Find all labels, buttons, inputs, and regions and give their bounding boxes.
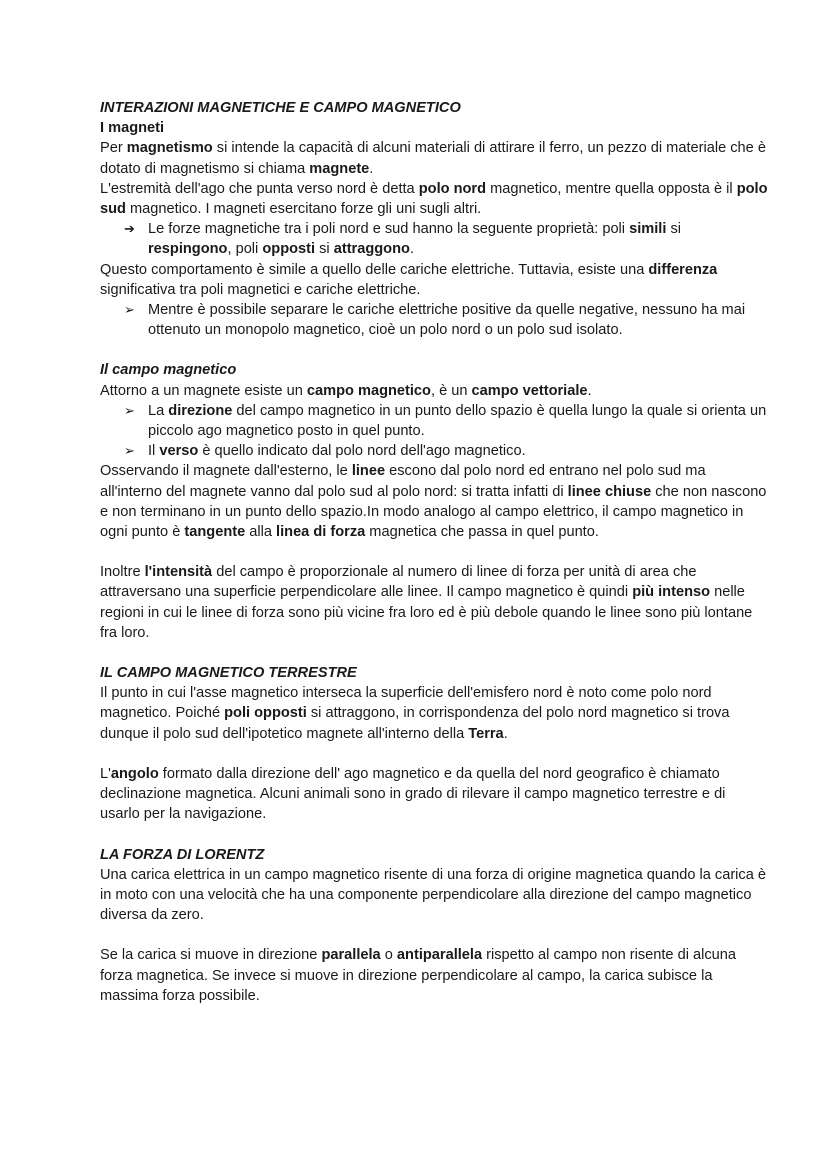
paragraph-parallela bbox=[100, 945, 768, 1006]
text-run: si attraggono, in corrispondenza del polo nord magnetico si trova dunque il polo sud dell'ipotetico magnete all'interno della bbox=[100, 705, 730, 742]
text-run: Per bbox=[100, 140, 127, 157]
text-run: , è un bbox=[430, 382, 472, 399]
paragraph-magnetismo bbox=[100, 138, 768, 178]
text-run: L' bbox=[100, 765, 111, 782]
text-run: significativa tra poli magnetici e cariche elettriche. bbox=[100, 281, 421, 298]
bold-text: polo nord bbox=[418, 180, 487, 197]
text-run: L'estremità dell'ago che punta verso nord è detta bbox=[100, 180, 419, 197]
bold-text: direzione bbox=[168, 402, 233, 419]
text-run: magnetica che passa in quel punto. bbox=[365, 524, 599, 541]
bold-text: poli opposti bbox=[224, 705, 307, 722]
paragraph-linee bbox=[100, 461, 768, 542]
text-run: nelle regioni in cui le linee di forza sono più vicine fra loro ed è più debole quando le linee sono più lontane fra loro. bbox=[100, 584, 753, 641]
bullet-monopolo bbox=[100, 300, 768, 340]
text-run: Se la carica si muove in direzione bbox=[100, 947, 322, 964]
bold-text: simili bbox=[629, 221, 667, 238]
bullet-direzione bbox=[100, 401, 768, 441]
text-run: . bbox=[587, 382, 592, 399]
paragraph-polo-nord bbox=[100, 683, 768, 744]
bullet-text bbox=[148, 443, 526, 459]
bold-text: linee chiuse bbox=[567, 483, 652, 500]
paragraph-poli bbox=[100, 179, 768, 219]
bold-text: campo vettoriale bbox=[471, 382, 588, 399]
text-run: magnetico. I magneti esercitano forze gli uni sugli altri. bbox=[125, 201, 482, 218]
bullet-verso bbox=[100, 441, 768, 461]
bold-text: magnetismo bbox=[126, 140, 213, 157]
bullet-text bbox=[148, 403, 766, 439]
text-run: . bbox=[503, 725, 508, 742]
bold-text: l'intensità bbox=[144, 564, 213, 581]
heading-campo-magnetico: Il campo magnetico bbox=[100, 362, 237, 379]
heading-campo-terrestre: IL CAMPO MAGNETICO TERRESTRE bbox=[100, 665, 357, 682]
text-run: Attorno a un magnete esiste un bbox=[100, 382, 307, 399]
paragraph-campo-vettoriale bbox=[100, 381, 768, 401]
paragraph-carica-moto bbox=[100, 865, 768, 926]
bold-text: angolo bbox=[110, 765, 159, 782]
text-run: Inoltre bbox=[100, 564, 145, 581]
text-run: escono dal polo nord ed entrano nel polo sud ma all'interno del magnete vanno dal polo sud al polo nord: si tratta infatti di bbox=[100, 463, 706, 500]
text-run: . bbox=[409, 241, 414, 258]
text-run: Questo comportamento è simile a quello delle cariche elettriche. Tuttavia, esiste una bbox=[100, 261, 649, 278]
bullet-text bbox=[148, 221, 681, 257]
bold-text: linee bbox=[351, 463, 386, 480]
subheading-i-magneti: I magneti bbox=[100, 120, 165, 137]
text-run: si bbox=[315, 241, 334, 258]
bold-text: attraggono bbox=[333, 241, 410, 258]
paragraph-differenza bbox=[100, 260, 768, 300]
text-run: formato dalla direzione dell' ago magnetico e da quella del nord geografico è chiamato declinazione magnetica. Alcuni animali sono in grado di rilevare il campo magnetico terrestre e di usarlo per la navigazione. bbox=[100, 765, 726, 823]
bold-text: opposti bbox=[262, 241, 316, 258]
text-run: del campo magnetico in un punto dello spazio è quella lungo la quale si orienta un piccolo ago magnetico posto in quel punto. bbox=[148, 402, 767, 440]
bold-text: tangente bbox=[184, 524, 246, 541]
text-run: è quello indicato dal polo nord dell'ago magnetico. bbox=[198, 443, 526, 460]
bold-text: antiparallela bbox=[396, 947, 483, 964]
text-run: Le forze magnetiche tra i poli nord e sud hanno la seguente proprietà: poli bbox=[148, 221, 630, 238]
bold-text: parallela bbox=[321, 947, 381, 964]
text-run: si bbox=[666, 221, 682, 238]
text-run: Il bbox=[148, 443, 160, 460]
bold-text: magnete bbox=[309, 160, 370, 177]
text-run: alla bbox=[245, 524, 277, 541]
text-run: Osservando il magnete dall'esterno, le bbox=[100, 463, 352, 480]
bullet-text bbox=[148, 302, 745, 338]
text-run: , poli bbox=[227, 241, 263, 258]
arrowhead-bullet-icon: ➢ bbox=[124, 402, 135, 418]
text-run: rispetto al campo non risente di alcuna forza magnetica. Se invece si muove in direzione perpendicolare al campo, la carica subisce la massima forza possibile. bbox=[100, 947, 737, 1004]
text-run: Una carica elettrica in un campo magnetico risente di una forza di origine magnetica quando la carica è in moto con una velocità che ha una componente perpendicolare alla direzione del campo magnetico diversa da zero. bbox=[100, 866, 767, 924]
bold-text: polo sud bbox=[100, 180, 768, 218]
arrowhead-bullet-icon: ➢ bbox=[124, 302, 135, 318]
paragraph-intensita bbox=[100, 562, 768, 643]
bold-text: Terra bbox=[468, 725, 504, 742]
text-run: La bbox=[148, 402, 169, 419]
text-run: . bbox=[369, 160, 374, 177]
bold-text: linea di forza bbox=[276, 524, 366, 541]
bold-text: più intenso bbox=[632, 584, 711, 601]
arrowhead-bullet-icon: ➢ bbox=[124, 443, 135, 459]
bold-text: differenza bbox=[648, 261, 718, 278]
text-run: del campo è proporzionale al numero di linee di forza per unità di area che attraversano una superficie perpendicolare alle linee. Il campo magnetico è quindi bbox=[100, 564, 697, 601]
bold-text: campo magnetico bbox=[306, 382, 431, 399]
paragraph-angolo bbox=[100, 764, 768, 825]
bullet-forze-magnetiche bbox=[100, 219, 768, 259]
text-run: che non nascono e non terminano in un punto dello spazio.In modo analogo al campo elettrico, il campo magnetico in ogni punto è bbox=[100, 483, 767, 541]
arrow-bullet-icon: ➔ bbox=[124, 221, 135, 237]
text-run: Il punto in cui l'asse magnetico interseca la superficie dell'emisfero nord è noto come polo nord magnetico. Poiché bbox=[100, 685, 712, 722]
bold-text: verso bbox=[159, 443, 199, 460]
heading-forza-lorentz: LA FORZA DI LORENTZ bbox=[100, 846, 265, 863]
text-run: magnetico, mentre quella opposta è il bbox=[486, 180, 737, 197]
text-run: si intende la capacità di alcuni materiali di attirare il ferro, un pezzo di materiale che è dotato di magnetismo si chiama bbox=[100, 140, 766, 177]
bold-text: respingono bbox=[148, 241, 228, 258]
text-run: Mentre è possibile separare le cariche elettriche positive da quelle negative, nessuno ha mai ottenuto un monopolo magnetico, cioè un polo nord o un polo sud isolato. bbox=[148, 302, 746, 339]
heading-interazioni-magnetiche: INTERAZIONI MAGNETICHE E CAMPO MAGNETICO bbox=[100, 100, 461, 116]
text-run: o bbox=[380, 947, 397, 964]
